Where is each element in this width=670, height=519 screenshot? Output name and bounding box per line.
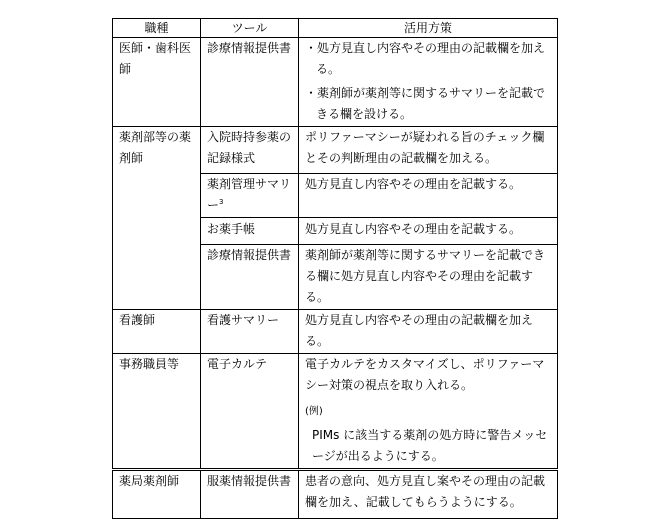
measure-cell: 処方見直し内容やその理由の記載欄を加える。 [299,310,558,354]
table-row [113,354,558,470]
polypharmacy-tools-table [112,18,558,519]
footnote-marker: 3 [219,198,224,206]
role-cell: 医師・歯科医師 [113,38,201,127]
table-row [113,127,558,174]
tool-cell: お薬手帳 [201,218,299,245]
table-row [113,38,558,127]
header-measure: 活用方策 [299,19,558,38]
header-row [113,19,558,38]
header-tool: ツール [201,19,299,38]
header-role: 職種 [113,19,201,38]
measure-item: ・処方見直し内容やその理由の記載欄を加える。 [305,41,546,76]
tool-cell: 看護サマリー [201,310,299,354]
measure-cell: ポリファーマシーが疑われる旨のチェック欄とその判断理由の記載欄を加える。 [299,127,558,174]
example-label: (例) [305,406,323,417]
role-cell: 看護師 [113,310,201,354]
table-row [113,470,558,519]
measure-item: ・薬剤師が薬剤等に関するサマリーを記載できる欄を設ける。 [305,86,546,121]
table-row [113,310,558,354]
tool-name: 薬剤管理サマリー [207,177,292,212]
measure-cell [299,354,558,470]
measure-cell: 薬剤師が薬剤等に関するサマリーを記載できる欄に処方見直し内容やその理由を記載する。 [299,245,558,310]
tool-cell: 入院時持参薬の記録様式 [201,127,299,174]
measure-cell: 処方見直し内容やその理由を記載する。 [299,218,558,245]
tool-cell: 服薬情報提供書 [201,470,299,519]
measure-cell [299,38,558,127]
example-text: PIMs に該当する薬剤の処方時に警告メッセージが出るようにする。 [312,428,548,463]
tool-cell: 電子カルテ [201,354,299,470]
tool-cell: 診療情報提供書 [201,38,299,127]
tool-cell [201,174,299,218]
measure-cell: 患者の意向、処方見直し案やその理由の記載欄を加え、記載してもらうようにする。 [299,470,558,519]
role-cell: 薬局薬剤師 [113,470,201,519]
tool-cell: 診療情報提供書 [201,245,299,310]
measure-cell: 処方見直し内容やその理由を記載する。 [299,174,558,218]
role-cell: 事務職員等 [113,354,201,470]
measure-item: 電子カルテをカスタマイズし、ポリファーマシー対策の視点を取り入れる。 [305,357,545,392]
role-cell: 薬剤部等の薬剤師 [113,127,201,310]
